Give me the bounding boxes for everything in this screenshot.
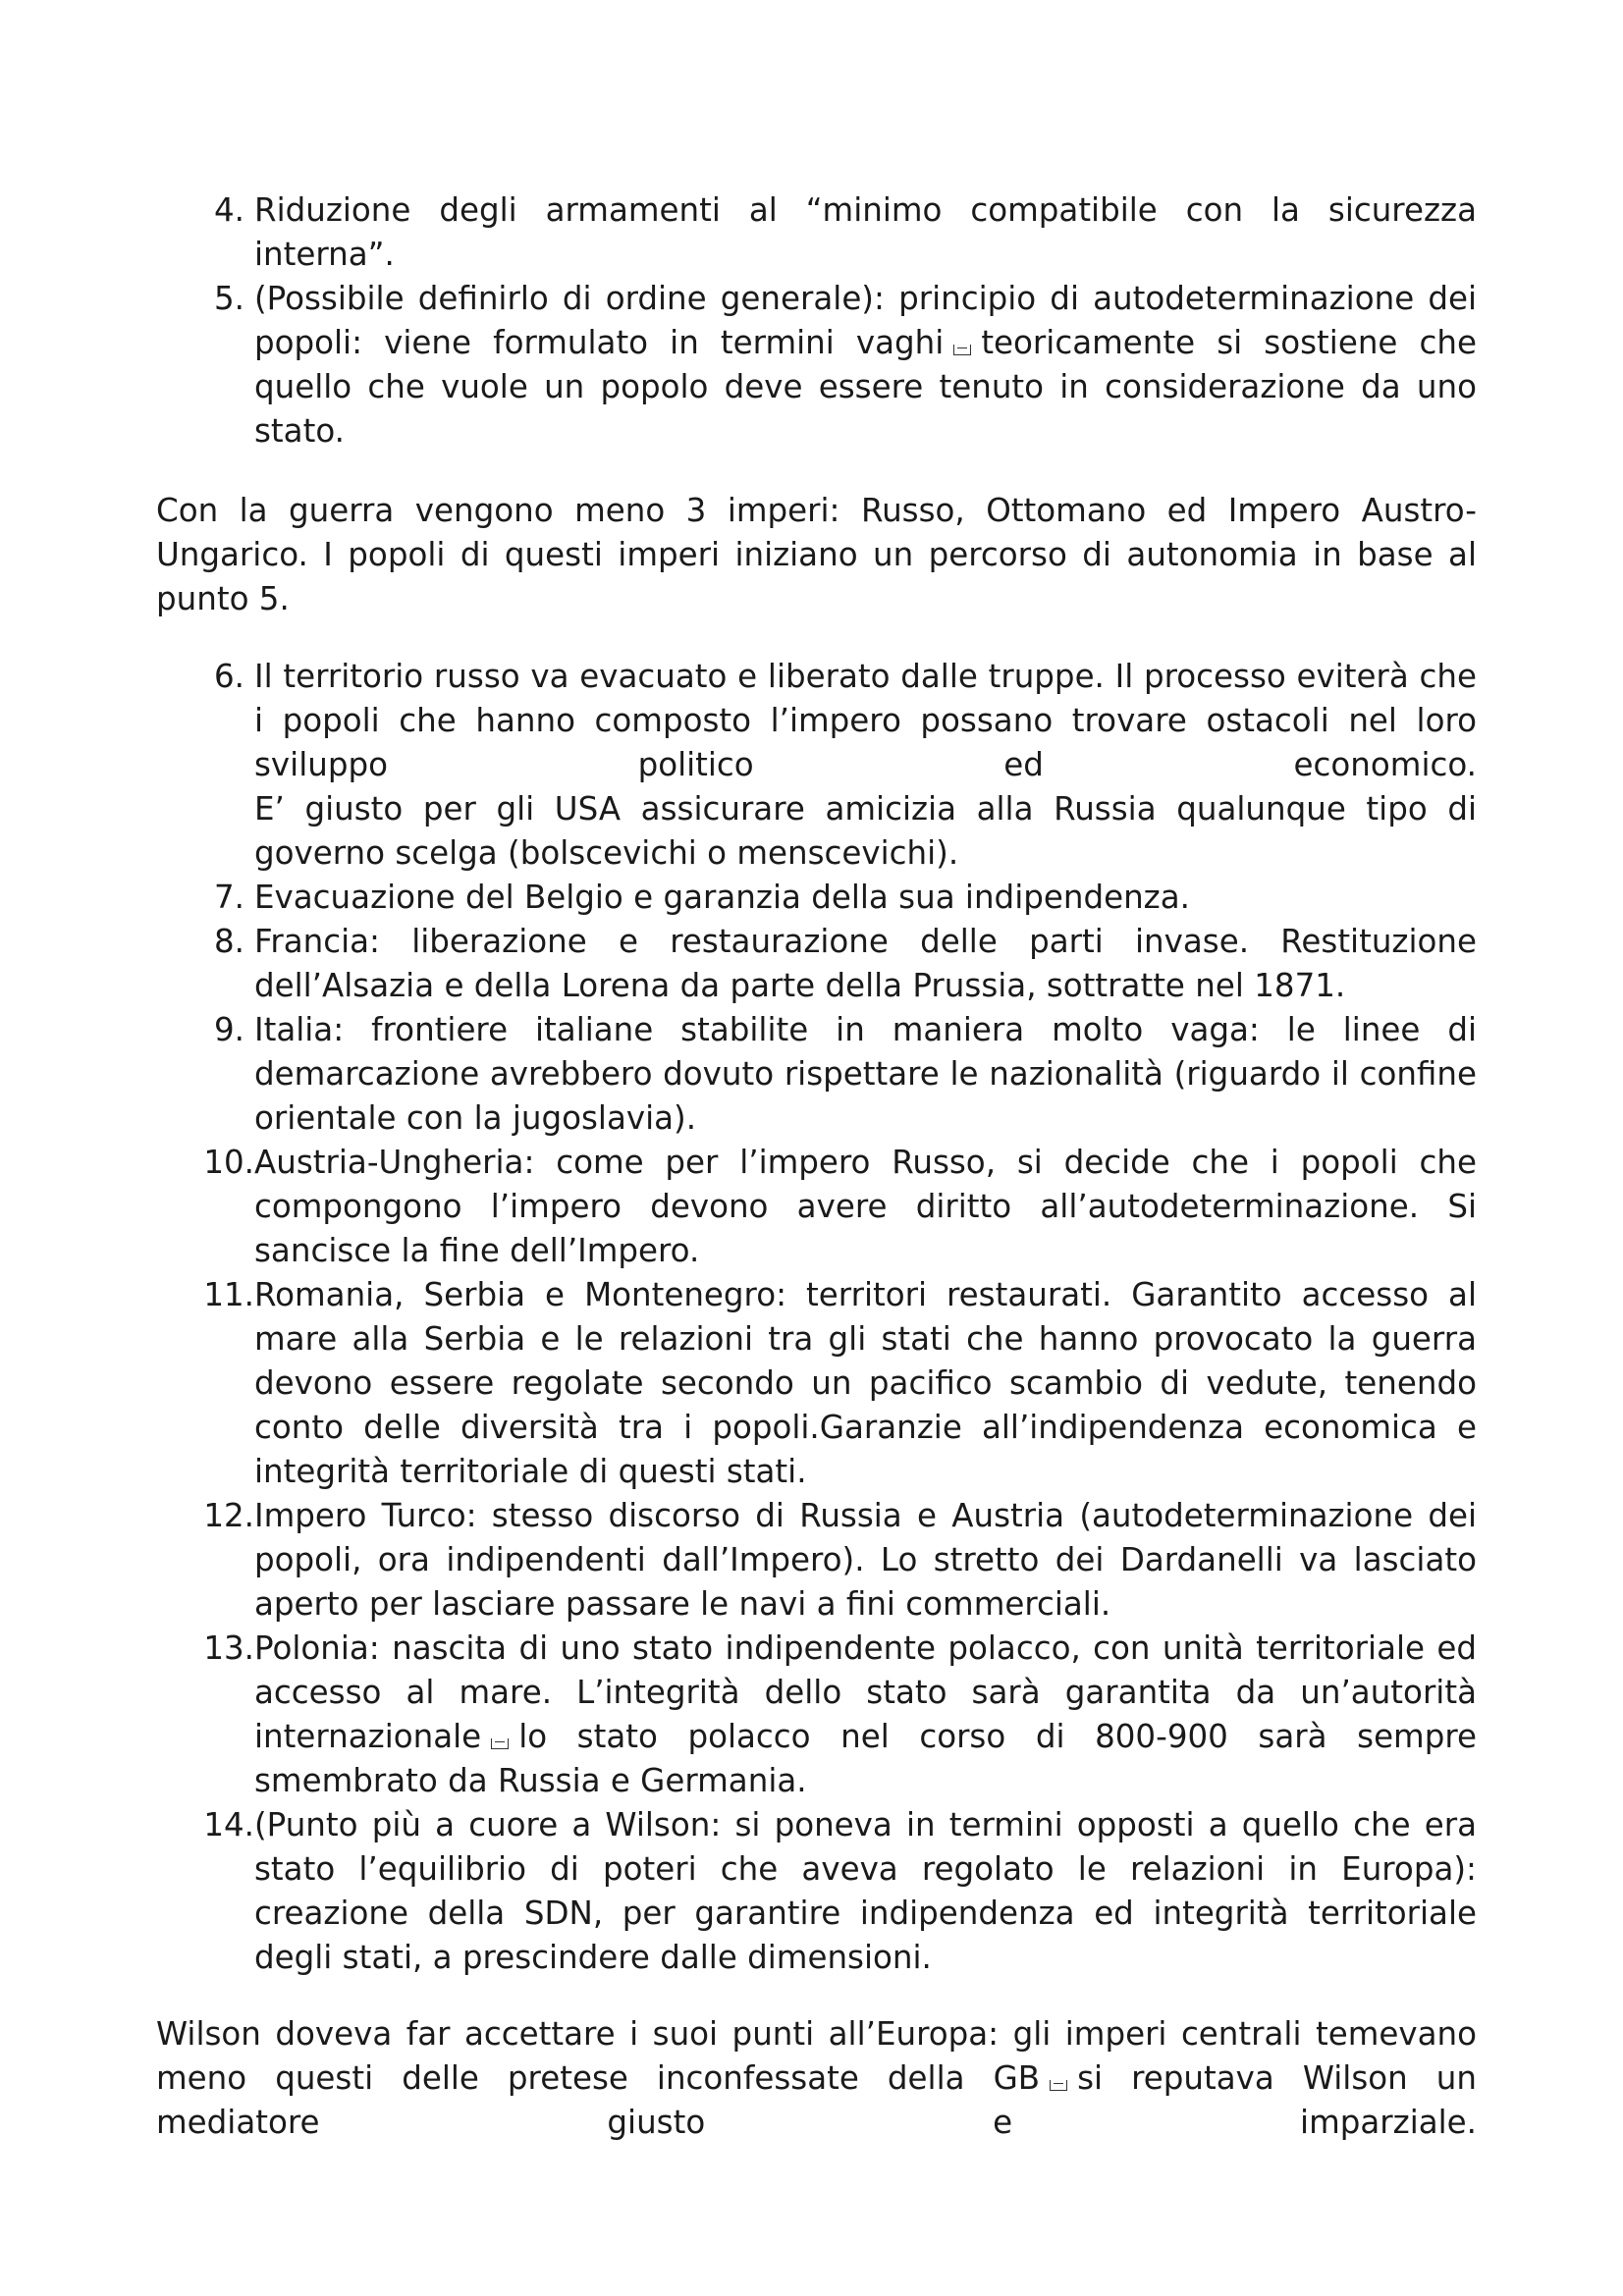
item-text-before: (Possibile definirlo di ordine generale): principio di autodeterminazione dei popoli: viene formulato in termini vaghi: [254, 280, 1477, 361]
list-item: [156, 188, 1477, 277]
item-text-after: teoricamente si sostiene che quello che vuole un popolo deve essere tenuto in considerazione da uno stato.: [254, 324, 1477, 450]
item-text-line: Il territorio russo va evacuato e liberato dalle truppe. Il processo eviterà che i popoli che hanno composto l’impero possano trovare ostacoli nel loro sviluppo politico ed economico.: [254, 658, 1477, 783]
points-list-a: [156, 188, 1477, 454]
points-list-b: [156, 655, 1477, 1980]
item-text: [254, 1627, 1477, 1803]
list-item: [156, 876, 1477, 920]
document-page: [156, 188, 1477, 2145]
list-item: [156, 277, 1477, 454]
list-item: [156, 1803, 1477, 1980]
item-text-after: lo stato polacco nel corso di 800-900 sarà sempre smembrato da Russia e Germania.: [254, 1718, 1477, 1799]
item-text: Evacuazione del Belgio e garanzia della sua indipendenza.: [254, 879, 1190, 916]
item-text: Impero Turco: stesso discorso di Russia e Austria (autodeterminazione dei popoli, ora indipendenti dall’Impero). Lo stretto dei Dardanelli va lasciato aperto per lasciare passare le navi a fini commerciali.: [254, 1497, 1477, 1623]
item-number: 6.: [213, 658, 244, 695]
item-number: 4.: [213, 191, 244, 229]
list-item: [156, 1627, 1477, 1803]
item-number: 14.: [203, 1806, 254, 1843]
item-number: 9.: [213, 1011, 244, 1048]
list-item: [156, 1141, 1477, 1273]
item-text: [254, 655, 1477, 876]
item-text: Italia: frontiere italiane stabilite in maniera molto vaga: le linee di demarcazione avrebbero dovuto rispettare le nazionalità (riguardo il confine orientale con la jugoslavia).: [254, 1011, 1477, 1137]
item-text: Francia: liberazione e restaurazione delle parti invase. Restituzione dell’Alsazia e della Lorena da parte della Prussia, sottratte nel 1871.: [254, 923, 1477, 1004]
item-number: 10.: [203, 1144, 254, 1181]
item-number: 13.: [203, 1629, 254, 1667]
implies-arrow-icon: [491, 1738, 509, 1749]
item-text-before: Polonia: nascita di uno stato indipendente polacco, con unità territoriale ed accesso al mare. L’integrità dello stato sarà garantita da un’autorità internazionale: [254, 1629, 1477, 1755]
list-item: [156, 920, 1477, 1008]
list-item: [156, 1273, 1477, 1494]
item-text: Austria-Ungheria: come per l’impero Russo, si decide che i popoli che compongono l’impero devono avere diritto all’autodeterminazione. Si sancisce la fine dell’Impero.: [254, 1144, 1477, 1269]
item-text-line: E’ giusto per gli USA assicurare amicizia alla Russia qualunque tipo di governo scelga (bolscevichi o menscevichi).: [254, 790, 1477, 872]
item-text: (Punto più a cuore a Wilson: si poneva in termini opposti a quello che era stato l’equilibrio di poteri che aveva regolato le relazioni in Europa): creazione della SDN, per garantire indipendenza ed integrità territoriale degli stati, a prescindere dalle dimensioni.: [254, 1806, 1477, 1976]
item-number: 5.: [213, 280, 244, 317]
item-number: 11.: [203, 1276, 254, 1313]
list-item: [156, 655, 1477, 876]
list-item: [156, 1008, 1477, 1141]
item-number: 7.: [213, 879, 244, 916]
item-text: [254, 277, 1477, 454]
paragraph-empires: Con la guerra vengono meno 3 imperi: Russo, Ottomano ed Impero Austro-Ungarico. I popoli di questi imperi iniziano un percorso di autonomia in base al punto 5.: [156, 492, 1477, 617]
implies-arrow-icon: [953, 345, 971, 355]
item-text: Riduzione degli armamenti al “minimo compatibile con la sicurezza interna”.: [254, 191, 1477, 273]
list-item: [156, 1494, 1477, 1627]
item-number: 12.: [203, 1497, 254, 1534]
paragraph-wilson: [156, 2012, 1477, 2145]
item-text: Romania, Serbia e Montenegro: territori restaurati. Garantito accesso al mare alla Serbia e le relazioni tra gli stati che hanno provocato la guerra devono essere regolate secondo un pacifico scambio di vedute, tenendo conto delle diversità tra i popoli.Garanzie all’indipendenza economica e integrità territoriale di questi stati.: [254, 1276, 1477, 1490]
implies-arrow-icon: [1050, 2080, 1067, 2091]
paragraph-text-after: si reputava Wilson un mediatore giusto e imparziale.: [156, 2059, 1477, 2141]
paragraph-text-before: Wilson doveva far accettare i suoi punti all’Europa: gli imperi centrali temevano meno questi delle pretese inconfessate della GB: [156, 2015, 1477, 2097]
item-number: 8.: [213, 923, 244, 960]
